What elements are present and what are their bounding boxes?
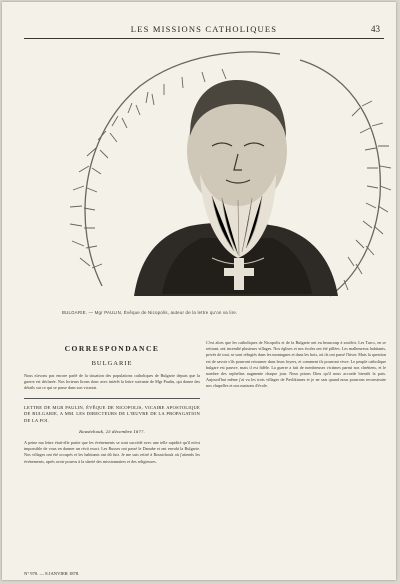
journal-title: LES MISSIONS CATHOLIQUES xyxy=(130,24,278,34)
document-page xyxy=(2,2,396,580)
issue-footer: N° 970. — 8 JANVIER 1878. xyxy=(24,571,80,576)
letter-body: A peine ma lettre était-elle partie que les événements se sont succédé avec une telle rapidité qu'il m'est impossible de vous en donner un récit exact. Les Russes ont passé le Danube et ont envahi la Bulgarie. Nos villages ont été occupés et les habitants ont dû fuir. Je me suis retiré à Roustchouk où j'attends les événements, après avoir pourvu à la sûreté des missionnaires et des religieuses. xyxy=(24,440,200,464)
letter-heading: LETTRE DE MGR PAULIN, ÉVÊQUE DE NICOPOLIS, VICAIRE APOSTOLIQUE DE BULGARIE, A MM. LES DIRECTEURS DE L'ŒUVRE DE LA PROPAGATION DE LA FOI. xyxy=(24,404,200,424)
header-rule xyxy=(24,38,384,39)
left-column xyxy=(24,338,200,465)
page-number: 43 xyxy=(371,24,380,34)
portrait-engraving xyxy=(62,46,392,316)
section-heading: CORRESPONDANCE xyxy=(64,344,160,353)
right-column-text: C'est alors que les catholiques de Nicopolis et de la Bulgarie ont eu beaucoup à souffrir. Les Turcs, en se retirant, ont incendié plusieurs villages. Nos églises et nos écoles ont été pillées. Les malheureux habitants, privés de tout, se sont réfugiés dans les montagnes et dans les bois, où ils ont passé l'hiver. Mais la question est de savoir s'ils pourront retourner dans leurs foyers, et comment ils pourront vivre. Le peuple catholique bulgare est pauvre, mais il est fidèle. La guerre a fait de nombreuses victimes parmi nos chrétiens, et le nombre des orphelins augmente chaque jour. Nous prions Dieu qu'il nous accorde bientôt la paix. Aujourd'hui même j'ai vu les trois villages de Pavlikianes et je ne sais quand nous pourrons reconstruire nos chapelles et nos maisons d'école. xyxy=(206,340,386,389)
figure-caption: BULGARIE. — Mgr PAULIN, Évêque de Nicopolis, auteur de la lettre qu'on va lire. xyxy=(62,310,238,315)
intro-paragraph: Nous n'avons pas encore parlé de la situation des populations catholiques de Bulgarie depuis que la guerre est déclarée. Nos lecteurs lirons donc avec intérêt la lettre suivante de Mgr Paulin, qui donne des détails sur ce qui se passe dans son vicariat. xyxy=(24,373,200,391)
portrait-figure xyxy=(134,80,338,296)
right-column xyxy=(206,334,386,390)
divider xyxy=(24,398,200,399)
letter-dateline: Roustchouk, 25 décembre 1877. xyxy=(79,429,145,434)
section-subheading: BULGARIE xyxy=(91,360,133,367)
running-header xyxy=(24,24,384,38)
